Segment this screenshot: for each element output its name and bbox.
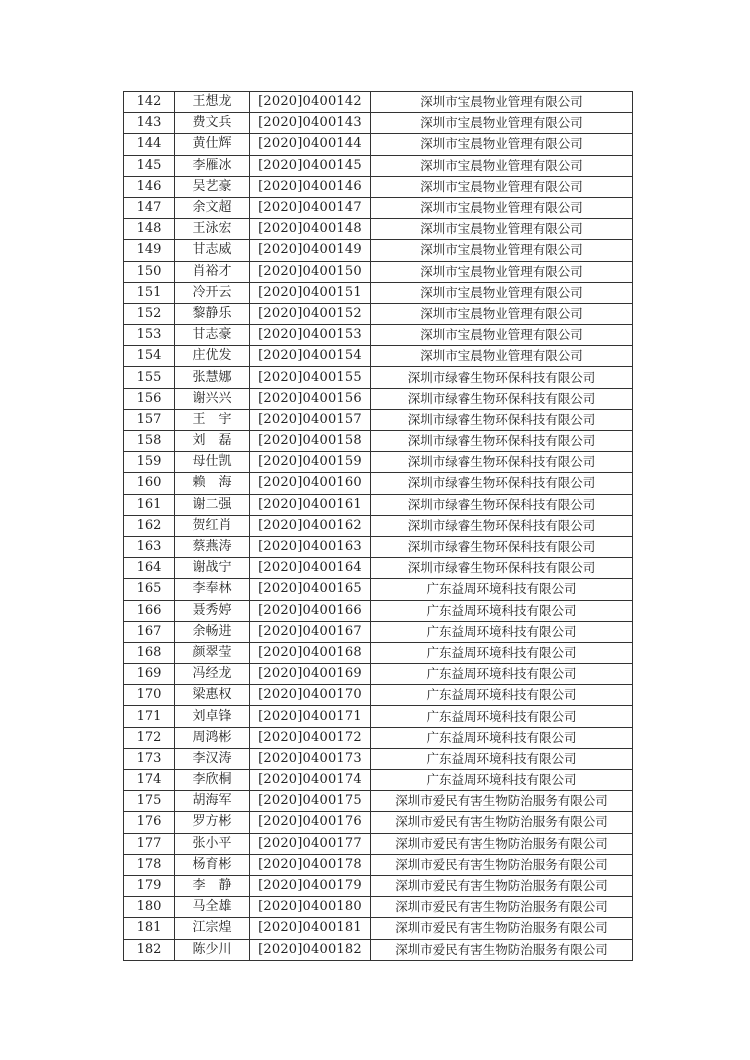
person-name-cell: 王 宇 bbox=[175, 409, 250, 430]
person-name-cell: 甘志豪 bbox=[175, 325, 250, 346]
table-row bbox=[124, 812, 633, 833]
company-name-cell: 深圳市爱民有害生物防治服务有限公司 bbox=[371, 833, 633, 854]
certificate-number-cell: [2020]0400157 bbox=[250, 409, 371, 430]
person-name-cell: 王泳宏 bbox=[175, 219, 250, 240]
certificate-number-cell: [2020]0400169 bbox=[250, 664, 371, 685]
row-number-cell: 182 bbox=[124, 939, 175, 960]
row-number-cell: 157 bbox=[124, 409, 175, 430]
table-row bbox=[124, 473, 633, 494]
roster-table-body bbox=[124, 92, 633, 961]
table-row bbox=[124, 600, 633, 621]
person-name-cell: 吴艺豪 bbox=[175, 176, 250, 197]
certificate-number-cell: [2020]0400163 bbox=[250, 536, 371, 557]
table-row bbox=[124, 155, 633, 176]
certificate-number-cell: [2020]0400182 bbox=[250, 939, 371, 960]
certificate-number-cell: [2020]0400151 bbox=[250, 282, 371, 303]
company-name-cell: 深圳市爱民有害生物防治服务有限公司 bbox=[371, 854, 633, 875]
certificate-number-cell: [2020]0400145 bbox=[250, 155, 371, 176]
table-row bbox=[124, 219, 633, 240]
person-name-cell: 聂秀婷 bbox=[175, 600, 250, 621]
row-number-cell: 164 bbox=[124, 558, 175, 579]
row-number-cell: 169 bbox=[124, 664, 175, 685]
row-number-cell: 162 bbox=[124, 515, 175, 536]
row-number-cell: 166 bbox=[124, 600, 175, 621]
table-row bbox=[124, 431, 633, 452]
person-name-cell: 谢二强 bbox=[175, 494, 250, 515]
certificate-number-cell: [2020]0400178 bbox=[250, 854, 371, 875]
row-number-cell: 152 bbox=[124, 303, 175, 324]
certificate-number-cell: [2020]0400177 bbox=[250, 833, 371, 854]
company-name-cell: 深圳市宝晨物业管理有限公司 bbox=[371, 92, 633, 113]
row-number-cell: 163 bbox=[124, 536, 175, 557]
row-number-cell: 173 bbox=[124, 748, 175, 769]
row-number-cell: 156 bbox=[124, 388, 175, 409]
certificate-number-cell: [2020]0400171 bbox=[250, 706, 371, 727]
table-row bbox=[124, 621, 633, 642]
table-row bbox=[124, 833, 633, 854]
table-row bbox=[124, 918, 633, 939]
certificate-number-cell: [2020]0400166 bbox=[250, 600, 371, 621]
certificate-number-cell: [2020]0400149 bbox=[250, 240, 371, 261]
certificate-number-cell: [2020]0400156 bbox=[250, 388, 371, 409]
person-name-cell: 张小平 bbox=[175, 833, 250, 854]
company-name-cell: 深圳市绿睿生物环保科技有限公司 bbox=[371, 431, 633, 452]
certificate-number-cell: [2020]0400159 bbox=[250, 452, 371, 473]
person-name-cell: 甘志威 bbox=[175, 240, 250, 261]
table-row bbox=[124, 240, 633, 261]
company-name-cell: 深圳市绿睿生物环保科技有限公司 bbox=[371, 452, 633, 473]
company-name-cell: 深圳市爱民有害生物防治服务有限公司 bbox=[371, 791, 633, 812]
company-name-cell: 深圳市宝晨物业管理有限公司 bbox=[371, 261, 633, 282]
certificate-number-cell: [2020]0400170 bbox=[250, 685, 371, 706]
company-name-cell: 广东益周环境科技有限公司 bbox=[371, 748, 633, 769]
company-name-cell: 深圳市绿睿生物环保科技有限公司 bbox=[371, 409, 633, 430]
row-number-cell: 153 bbox=[124, 325, 175, 346]
certificate-number-cell: [2020]0400146 bbox=[250, 176, 371, 197]
company-name-cell: 广东益周环境科技有限公司 bbox=[371, 706, 633, 727]
row-number-cell: 145 bbox=[124, 155, 175, 176]
table-row bbox=[124, 388, 633, 409]
table-row bbox=[124, 92, 633, 113]
person-name-cell: 李雁冰 bbox=[175, 155, 250, 176]
person-name-cell: 梁惠权 bbox=[175, 685, 250, 706]
table-row bbox=[124, 854, 633, 875]
company-name-cell: 深圳市宝晨物业管理有限公司 bbox=[371, 219, 633, 240]
company-name-cell: 深圳市宝晨物业管理有限公司 bbox=[371, 155, 633, 176]
table-row bbox=[124, 303, 633, 324]
person-name-cell: 李奉林 bbox=[175, 579, 250, 600]
person-name-cell: 周鸿彬 bbox=[175, 727, 250, 748]
certificate-number-cell: [2020]0400147 bbox=[250, 197, 371, 218]
row-number-cell: 147 bbox=[124, 197, 175, 218]
certificate-number-cell: [2020]0400168 bbox=[250, 642, 371, 663]
person-name-cell: 王想龙 bbox=[175, 92, 250, 113]
row-number-cell: 165 bbox=[124, 579, 175, 600]
table-row bbox=[124, 494, 633, 515]
certificate-number-cell: [2020]0400161 bbox=[250, 494, 371, 515]
row-number-cell: 158 bbox=[124, 431, 175, 452]
table-row bbox=[124, 706, 633, 727]
certificate-number-cell: [2020]0400175 bbox=[250, 791, 371, 812]
company-name-cell: 广东益周环境科技有限公司 bbox=[371, 685, 633, 706]
row-number-cell: 181 bbox=[124, 918, 175, 939]
certificate-number-cell: [2020]0400142 bbox=[250, 92, 371, 113]
company-name-cell: 广东益周环境科技有限公司 bbox=[371, 770, 633, 791]
table-row bbox=[124, 197, 633, 218]
row-number-cell: 159 bbox=[124, 452, 175, 473]
company-name-cell: 深圳市绿睿生物环保科技有限公司 bbox=[371, 494, 633, 515]
table-row bbox=[124, 748, 633, 769]
certificate-number-cell: [2020]0400160 bbox=[250, 473, 371, 494]
certificate-roster-table bbox=[123, 91, 633, 961]
row-number-cell: 174 bbox=[124, 770, 175, 791]
person-name-cell: 罗方彬 bbox=[175, 812, 250, 833]
company-name-cell: 深圳市宝晨物业管理有限公司 bbox=[371, 134, 633, 155]
table-row bbox=[124, 134, 633, 155]
person-name-cell: 颜翠莹 bbox=[175, 642, 250, 663]
certificate-number-cell: [2020]0400164 bbox=[250, 558, 371, 579]
table-row bbox=[124, 367, 633, 388]
company-name-cell: 深圳市绿睿生物环保科技有限公司 bbox=[371, 515, 633, 536]
certificate-number-cell: [2020]0400154 bbox=[250, 346, 371, 367]
company-name-cell: 深圳市宝晨物业管理有限公司 bbox=[371, 325, 633, 346]
person-name-cell: 贺红肖 bbox=[175, 515, 250, 536]
row-number-cell: 150 bbox=[124, 261, 175, 282]
person-name-cell: 刘 磊 bbox=[175, 431, 250, 452]
person-name-cell: 胡海军 bbox=[175, 791, 250, 812]
company-name-cell: 深圳市宝晨物业管理有限公司 bbox=[371, 346, 633, 367]
certificate-number-cell: [2020]0400162 bbox=[250, 515, 371, 536]
certificate-number-cell: [2020]0400143 bbox=[250, 113, 371, 134]
company-name-cell: 广东益周环境科技有限公司 bbox=[371, 664, 633, 685]
company-name-cell: 深圳市绿睿生物环保科技有限公司 bbox=[371, 388, 633, 409]
table-row bbox=[124, 939, 633, 960]
row-number-cell: 144 bbox=[124, 134, 175, 155]
table-row bbox=[124, 579, 633, 600]
table-row bbox=[124, 770, 633, 791]
row-number-cell: 149 bbox=[124, 240, 175, 261]
certificate-number-cell: [2020]0400174 bbox=[250, 770, 371, 791]
table-row bbox=[124, 452, 633, 473]
row-number-cell: 178 bbox=[124, 854, 175, 875]
table-row bbox=[124, 261, 633, 282]
row-number-cell: 154 bbox=[124, 346, 175, 367]
person-name-cell: 李汉涛 bbox=[175, 748, 250, 769]
certificate-number-cell: [2020]0400176 bbox=[250, 812, 371, 833]
person-name-cell: 余畅进 bbox=[175, 621, 250, 642]
person-name-cell: 杨育彬 bbox=[175, 854, 250, 875]
person-name-cell: 谢兴兴 bbox=[175, 388, 250, 409]
row-number-cell: 177 bbox=[124, 833, 175, 854]
company-name-cell: 深圳市绿睿生物环保科技有限公司 bbox=[371, 367, 633, 388]
table-row bbox=[124, 642, 633, 663]
row-number-cell: 143 bbox=[124, 113, 175, 134]
row-number-cell: 142 bbox=[124, 92, 175, 113]
person-name-cell: 张慧娜 bbox=[175, 367, 250, 388]
table-row bbox=[124, 664, 633, 685]
row-number-cell: 168 bbox=[124, 642, 175, 663]
person-name-cell: 刘卓锋 bbox=[175, 706, 250, 727]
row-number-cell: 148 bbox=[124, 219, 175, 240]
person-name-cell: 母仕凯 bbox=[175, 452, 250, 473]
company-name-cell: 广东益周环境科技有限公司 bbox=[371, 642, 633, 663]
certificate-number-cell: [2020]0400173 bbox=[250, 748, 371, 769]
company-name-cell: 广东益周环境科技有限公司 bbox=[371, 600, 633, 621]
company-name-cell: 深圳市爱民有害生物防治服务有限公司 bbox=[371, 918, 633, 939]
company-name-cell: 深圳市宝晨物业管理有限公司 bbox=[371, 240, 633, 261]
person-name-cell: 黄仕辉 bbox=[175, 134, 250, 155]
person-name-cell: 江宗煌 bbox=[175, 918, 250, 939]
person-name-cell: 谢战宁 bbox=[175, 558, 250, 579]
company-name-cell: 深圳市宝晨物业管理有限公司 bbox=[371, 113, 633, 134]
table-row bbox=[124, 325, 633, 346]
company-name-cell: 深圳市绿睿生物环保科技有限公司 bbox=[371, 473, 633, 494]
person-name-cell: 陈少川 bbox=[175, 939, 250, 960]
company-name-cell: 深圳市绿睿生物环保科技有限公司 bbox=[371, 558, 633, 579]
certificate-number-cell: [2020]0400150 bbox=[250, 261, 371, 282]
company-name-cell: 深圳市宝晨物业管理有限公司 bbox=[371, 303, 633, 324]
certificate-number-cell: [2020]0400179 bbox=[250, 875, 371, 896]
row-number-cell: 160 bbox=[124, 473, 175, 494]
table-row bbox=[124, 727, 633, 748]
company-name-cell: 广东益周环境科技有限公司 bbox=[371, 727, 633, 748]
row-number-cell: 175 bbox=[124, 791, 175, 812]
certificate-number-cell: [2020]0400180 bbox=[250, 897, 371, 918]
company-name-cell: 深圳市绿睿生物环保科技有限公司 bbox=[371, 536, 633, 557]
certificate-number-cell: [2020]0400152 bbox=[250, 303, 371, 324]
company-name-cell: 深圳市爱民有害生物防治服务有限公司 bbox=[371, 812, 633, 833]
company-name-cell: 深圳市宝晨物业管理有限公司 bbox=[371, 197, 633, 218]
certificate-number-cell: [2020]0400155 bbox=[250, 367, 371, 388]
person-name-cell: 冷开云 bbox=[175, 282, 250, 303]
person-name-cell: 蔡燕涛 bbox=[175, 536, 250, 557]
person-name-cell: 赖 海 bbox=[175, 473, 250, 494]
table-row bbox=[124, 113, 633, 134]
person-name-cell: 李 静 bbox=[175, 875, 250, 896]
row-number-cell: 167 bbox=[124, 621, 175, 642]
table-row bbox=[124, 515, 633, 536]
person-name-cell: 李欣桐 bbox=[175, 770, 250, 791]
company-name-cell: 广东益周环境科技有限公司 bbox=[371, 621, 633, 642]
row-number-cell: 161 bbox=[124, 494, 175, 515]
person-name-cell: 黎静乐 bbox=[175, 303, 250, 324]
table-row bbox=[124, 897, 633, 918]
row-number-cell: 151 bbox=[124, 282, 175, 303]
table-row bbox=[124, 558, 633, 579]
company-name-cell: 深圳市宝晨物业管理有限公司 bbox=[371, 176, 633, 197]
table-row bbox=[124, 536, 633, 557]
person-name-cell: 余文超 bbox=[175, 197, 250, 218]
row-number-cell: 170 bbox=[124, 685, 175, 706]
table-row bbox=[124, 875, 633, 896]
row-number-cell: 146 bbox=[124, 176, 175, 197]
person-name-cell: 冯经龙 bbox=[175, 664, 250, 685]
certificate-number-cell: [2020]0400144 bbox=[250, 134, 371, 155]
row-number-cell: 155 bbox=[124, 367, 175, 388]
company-name-cell: 深圳市爱民有害生物防治服务有限公司 bbox=[371, 875, 633, 896]
table-row bbox=[124, 346, 633, 367]
certificate-number-cell: [2020]0400153 bbox=[250, 325, 371, 346]
table-row bbox=[124, 791, 633, 812]
person-name-cell: 庄优发 bbox=[175, 346, 250, 367]
person-name-cell: 费文兵 bbox=[175, 113, 250, 134]
table-row bbox=[124, 282, 633, 303]
certificate-number-cell: [2020]0400167 bbox=[250, 621, 371, 642]
row-number-cell: 180 bbox=[124, 897, 175, 918]
certificate-number-cell: [2020]0400148 bbox=[250, 219, 371, 240]
company-name-cell: 深圳市爱民有害生物防治服务有限公司 bbox=[371, 939, 633, 960]
company-name-cell: 深圳市爱民有害生物防治服务有限公司 bbox=[371, 897, 633, 918]
person-name-cell: 肖裕才 bbox=[175, 261, 250, 282]
row-number-cell: 172 bbox=[124, 727, 175, 748]
certificate-number-cell: [2020]0400158 bbox=[250, 431, 371, 452]
table-row bbox=[124, 176, 633, 197]
company-name-cell: 深圳市宝晨物业管理有限公司 bbox=[371, 282, 633, 303]
certificate-number-cell: [2020]0400172 bbox=[250, 727, 371, 748]
certificate-number-cell: [2020]0400165 bbox=[250, 579, 371, 600]
company-name-cell: 广东益周环境科技有限公司 bbox=[371, 579, 633, 600]
person-name-cell: 马全雄 bbox=[175, 897, 250, 918]
table-row bbox=[124, 409, 633, 430]
row-number-cell: 171 bbox=[124, 706, 175, 727]
row-number-cell: 176 bbox=[124, 812, 175, 833]
table-row bbox=[124, 685, 633, 706]
row-number-cell: 179 bbox=[124, 875, 175, 896]
certificate-number-cell: [2020]0400181 bbox=[250, 918, 371, 939]
